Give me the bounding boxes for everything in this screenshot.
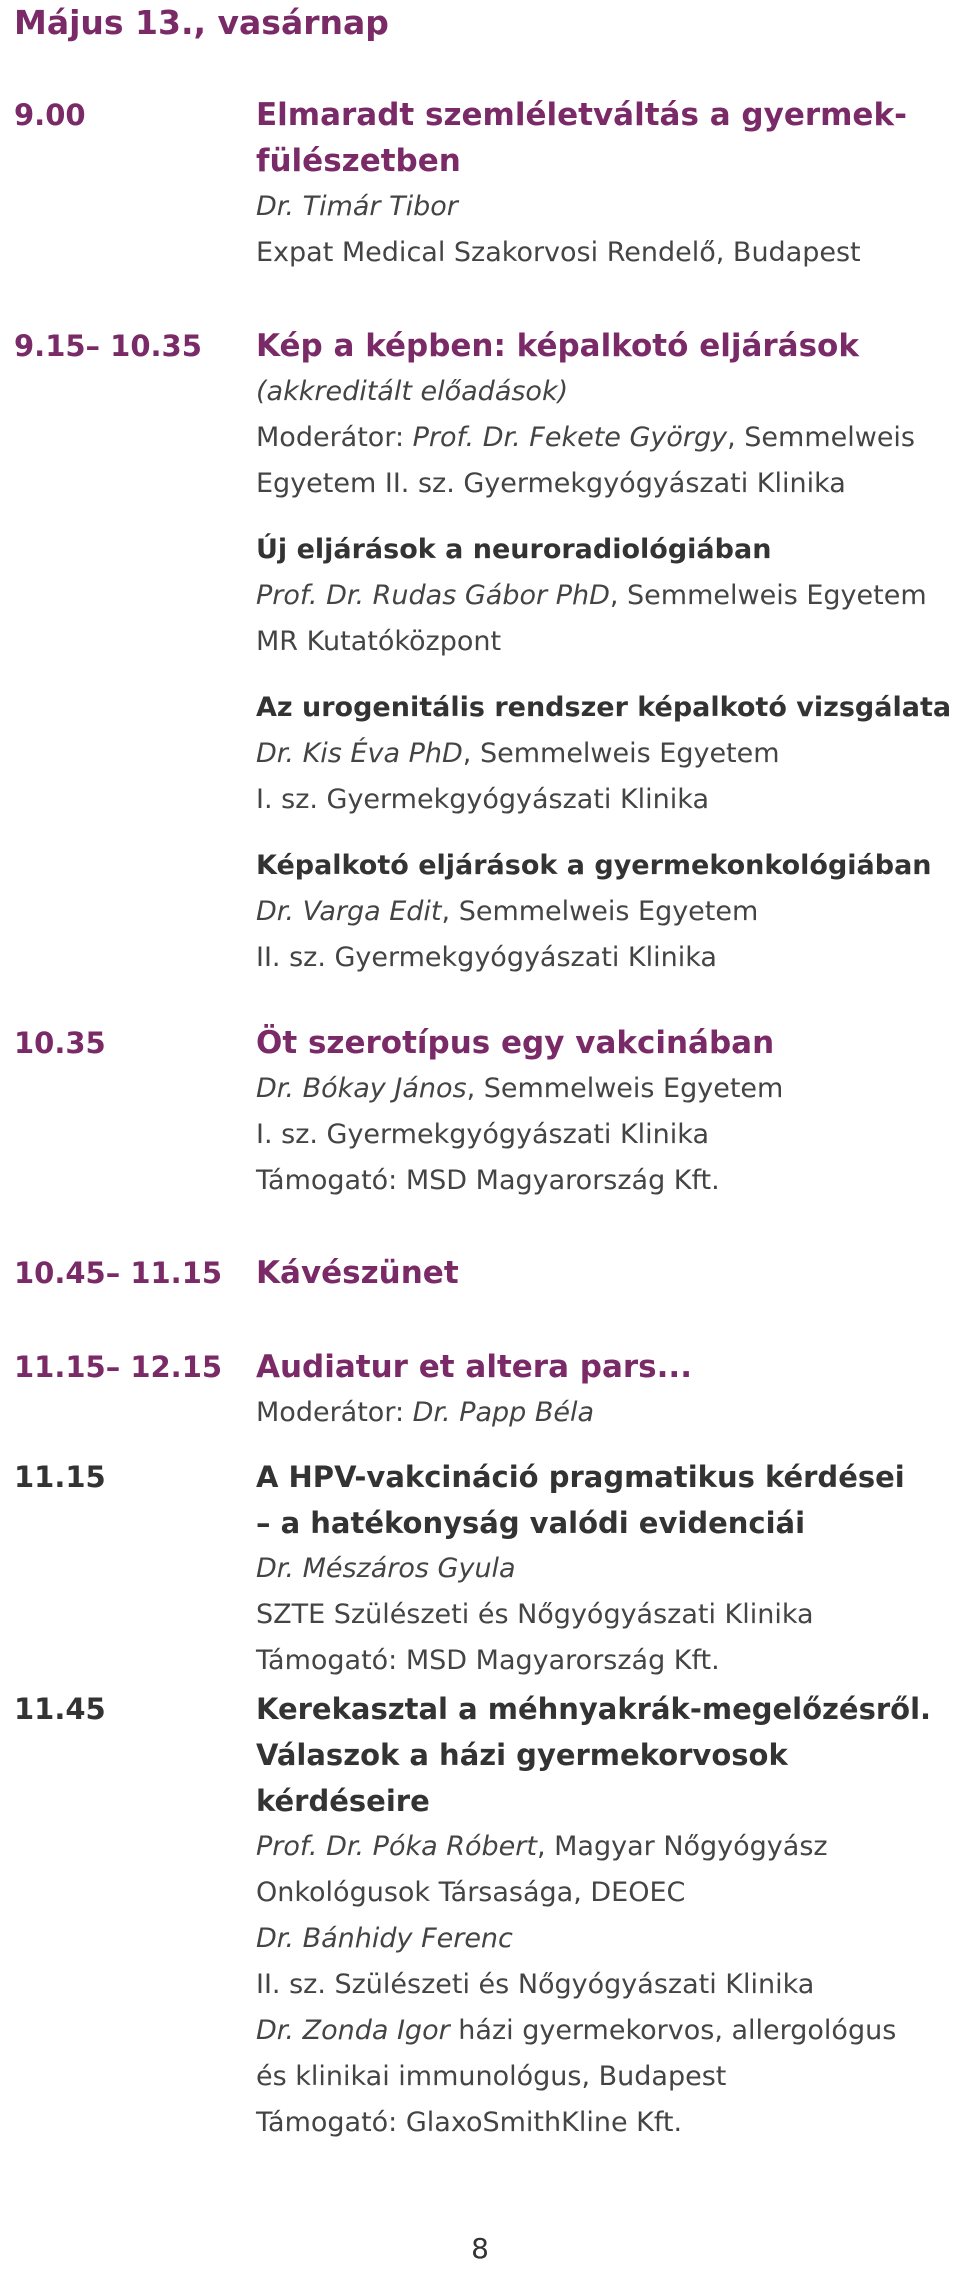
session-content <box>256 1020 956 1204</box>
speaker-name: Dr. Timár Tibor <box>256 191 458 222</box>
speaker-name: Dr. Kis Éva PhD <box>256 738 463 769</box>
session-content <box>256 1344 956 1436</box>
affiliation: házi gyermekorvos, allergológus <box>449 2015 897 2046</box>
affiliation: Expat Medical Szakorvosi Rendelő, Budapest <box>256 237 861 268</box>
affiliation: I. sz. Gyermekgyógyászati Klinika <box>256 784 710 815</box>
panelist-name: Dr. Bánhidy Ferenc <box>256 1923 513 1954</box>
session-title: Kávészünet <box>256 1255 459 1291</box>
session-content <box>256 1686 956 2146</box>
page-number: 8 <box>471 2232 489 2265</box>
affiliation: SZTE Szülészeti és Nőgyógyászati Klinika <box>256 1599 814 1630</box>
speaker <box>256 889 956 935</box>
talk-title: Az urogenitális rendszer képalkotó vizsgálata <box>256 692 952 723</box>
session-title: Audiatur et altera pars... <box>256 1349 692 1385</box>
talk-title: Kerekasztal a méhnyakrák-megelőzésről. <box>256 1692 932 1726</box>
speaker <box>256 1066 956 1112</box>
session-title: Elmaradt szemléletváltás a gyermek- <box>256 97 907 133</box>
session-time: 9.00 <box>14 98 86 132</box>
panelist <box>256 1916 956 1962</box>
moderator <box>256 1390 956 1436</box>
talk-title: A HPV-vakcináció pragmatikus kérdései <box>256 1460 905 1494</box>
affiliation: és klinikai immunológus, Budapest <box>256 2061 727 2092</box>
talk-title: Válaszok a házi gyermekorvosok kérdéseire <box>256 1738 788 1818</box>
session-time: 11.45 <box>14 1692 106 1726</box>
speaker-name: Dr. Varga Edit <box>256 896 442 927</box>
speaker-name: Prof. Dr. Rudas Gábor PhD <box>256 580 610 611</box>
affiliation: II. sz. Szülészeti és Nőgyógyászati Klinika <box>256 1969 815 2000</box>
affiliation: II. sz. Gyermekgyógyászati Klinika <box>256 942 717 973</box>
speaker <box>256 731 956 777</box>
moderator-label: Moderátor: <box>256 422 413 453</box>
session-title: fülészetben <box>256 143 461 179</box>
moderator <box>256 415 956 461</box>
moderator-name: Prof. Dr. Fekete György <box>412 422 728 453</box>
moderator-affiliation: Egyetem II. sz. Gyermekgyógyászati Klinika <box>256 468 846 499</box>
session-content <box>256 323 956 981</box>
moderator-affiliation: , Semmelweis <box>727 422 916 453</box>
talk-title: – a hatékonyság valódi evidenciái <box>256 1506 806 1540</box>
speaker-name: Dr. Bókay János <box>256 1073 467 1104</box>
affiliation: I. sz. Gyermekgyógyászati Klinika <box>256 1119 710 1150</box>
session-time: 11.15– 12.15 <box>14 1350 223 1384</box>
session-note: (akkreditált előadások) <box>256 376 569 407</box>
speaker-name: Dr. Mészáros Gyula <box>256 1553 516 1584</box>
speaker <box>256 1546 956 1592</box>
sponsor: Támogató: MSD Magyarország Kft. <box>256 1645 720 1676</box>
session-content <box>256 1454 956 1684</box>
session-time: 10.35 <box>14 1026 106 1060</box>
talk-title: Képalkotó eljárások a gyermekonkológiában <box>256 850 932 881</box>
affiliation: , Semmelweis Egyetem <box>462 738 780 769</box>
sponsor: Támogató: GlaxoSmithKline Kft. <box>256 2107 683 2138</box>
speaker <box>256 573 956 619</box>
panelist-name: Prof. Dr. Póka Róbert <box>256 1831 537 1862</box>
page-title: Május 13., vasárnap <box>14 3 389 42</box>
panelist <box>256 1824 956 1870</box>
moderator-label: Moderátor: <box>256 1397 413 1428</box>
session-content <box>256 1250 956 1296</box>
affiliation: , Semmelweis Egyetem <box>466 1073 784 1104</box>
session-time: 10.45– 11.15 <box>14 1256 223 1290</box>
affiliation: , Semmelweis Egyetem <box>441 896 759 927</box>
session-title: Kép a képben: képalkotó eljárások <box>256 328 859 364</box>
session-time: 9.15– 10.35 <box>14 329 202 363</box>
session-content <box>256 92 956 276</box>
panelist-name: Dr. Zonda Igor <box>256 2015 450 2046</box>
affiliation: MR Kutatóközpont <box>256 626 502 657</box>
speaker <box>256 184 956 230</box>
session-title: Öt szerotípus egy vakcinában <box>256 1025 775 1061</box>
talk-title: Új eljárások a neuroradiológiában <box>256 534 772 565</box>
affiliation: , Magyar Nőgyógyász <box>536 1831 828 1862</box>
session-time: 11.15 <box>14 1460 106 1494</box>
moderator-name: Dr. Papp Béla <box>412 1397 595 1428</box>
affiliation: , Semmelweis Egyetem <box>609 580 927 611</box>
panelist <box>256 2008 956 2054</box>
affiliation: Onkológusok Társasága, DEOEC <box>256 1877 686 1908</box>
sponsor: Támogató: MSD Magyarország Kft. <box>256 1165 720 1196</box>
